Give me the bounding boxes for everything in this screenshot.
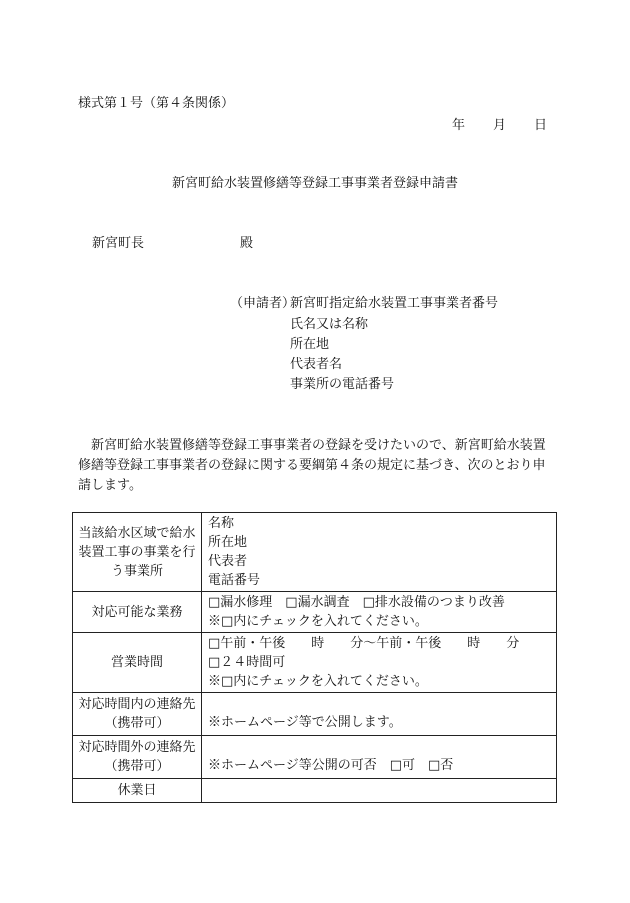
row-value	[202, 592, 557, 633]
cell-line	[208, 694, 550, 713]
cell-line: 電話番号	[208, 573, 261, 588]
cell-line: 所在地	[208, 535, 248, 550]
row-label-line: 対応時間内の連絡先	[78, 697, 196, 712]
applicant-field-address: 所在地	[290, 337, 330, 352]
row-label: 対応可能な業務	[73, 592, 202, 633]
table-row	[73, 513, 557, 592]
applicant-field-license-number: 新宮町指定給水装置工事事業者番号	[290, 296, 499, 311]
row-label: 営業時間	[73, 633, 202, 693]
row-value	[202, 779, 557, 803]
row-value	[202, 736, 557, 779]
date-line	[452, 118, 547, 134]
row-label: 休業日	[73, 779, 202, 803]
cell-line	[208, 780, 550, 799]
cell-line: ※ホームページ等で公開します。	[208, 715, 402, 730]
row-value	[202, 633, 557, 693]
table-row	[73, 633, 557, 693]
addressee-suffix: 殿	[240, 236, 254, 251]
row-label: 当該給水区域で給水装置工事の事業を行う事業所	[73, 513, 202, 592]
applicant-field-representative: 代表者名	[290, 357, 343, 372]
date-year: 年	[452, 118, 466, 133]
row-label-line: 対応時間外の連絡先	[78, 740, 196, 755]
table-row	[73, 693, 557, 736]
info-table	[72, 512, 557, 803]
cell-line	[208, 737, 550, 756]
row-label	[73, 693, 202, 736]
table-row	[73, 779, 557, 803]
cell-line: 代表者	[208, 554, 248, 569]
cell-line: □漏水修理 □漏水調査 □排水設備のつまり改善	[208, 595, 505, 610]
form-number: 様式第１号（第４条関係）	[78, 96, 235, 111]
row-label-line: （携帯可）	[104, 759, 170, 774]
page-title: 新宮町給水装置修繕等登録工事事業者登録申請書	[171, 176, 458, 191]
date-month: 月	[493, 118, 507, 133]
table-row	[73, 736, 557, 779]
cell-line: ※ホームページ等公開の可否 □可 □否	[208, 758, 454, 773]
row-value	[202, 693, 557, 736]
date-day: 日	[534, 118, 548, 133]
applicant-tag: （申請者）	[230, 296, 296, 311]
row-label	[73, 736, 202, 779]
body-text: 新宮町給水装置修繕等登録工事事業者の登録を受けたいので、新宮町給水装置修繕等登録工事事業者の登録に関する要綱第４条の規定に基づき、次のとおり申請します。	[78, 438, 546, 493]
cell-line: ※□内にチェックを入れてください。	[208, 614, 428, 629]
table-row	[73, 592, 557, 633]
row-value	[202, 513, 557, 592]
cell-line: ※□内にチェックを入れてください。	[208, 674, 428, 689]
cell-line: □午前・午後 時 分～午前・午後 時 分	[208, 636, 520, 651]
applicant-field-name: 氏名又は名称	[290, 317, 369, 332]
cell-line: □２４時間可	[208, 655, 286, 670]
addressee-name: 新宮町長	[92, 236, 145, 251]
applicant-field-phone: 事業所の電話番号	[290, 377, 395, 392]
row-label-line: （携帯可）	[104, 716, 170, 731]
cell-line: 名称	[208, 516, 235, 531]
